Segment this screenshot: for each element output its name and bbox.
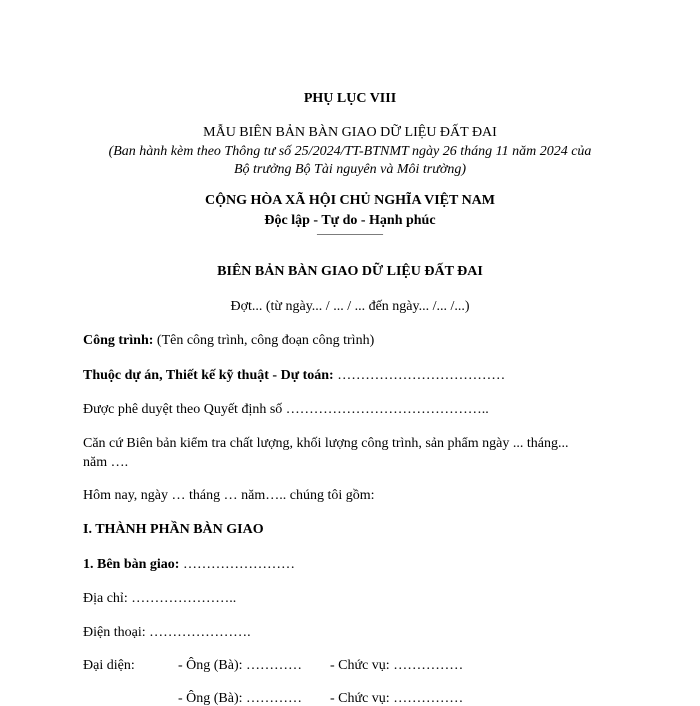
handover-party-line (83, 558, 295, 572)
handover-party-value: …………………… (182, 557, 295, 572)
representative-2-name: - Ông (Bà): ………… (178, 691, 303, 706)
handover-party-label: 1. Bên bàn giao: (83, 557, 180, 572)
belongs-value: ……………………………… (337, 368, 506, 383)
document-title: BIÊN BẢN BÀN GIAO DỮ LIỆU ĐẤT ĐAI (217, 264, 483, 279)
batch-period: Đợt... (từ ngày... / ... / ... đến ngày... /... /...) (230, 299, 470, 314)
issuance-note-line2: Bộ trưởng Bộ Tài nguyên và Môi trường) (233, 162, 467, 177)
project-value: (Tên công trình, công đoạn công trình) (156, 333, 375, 348)
phone-line: Điện thoại: …………………. (83, 625, 251, 640)
belongs-label: Thuộc dự án, Thiết kế kỹ thuật - Dự toán: (83, 368, 334, 383)
basis-line2: năm …. (83, 455, 129, 470)
address-line: Địa chỉ: ………………….. (83, 591, 237, 606)
belongs-line (83, 369, 505, 383)
representative-2-title: - Chức vụ: …………… (330, 691, 464, 706)
today-line: Hôm nay, ngày … tháng … năm….. chúng tôi gồm: (83, 488, 375, 503)
representative-1-name: - Ông (Bà): ………… (178, 658, 303, 673)
motto-divider: —————— (317, 228, 383, 240)
representative-1-title: - Chức vụ: …………… (330, 658, 464, 673)
country-name: CỘNG HÒA XÃ HỘI CHỦ NGHĨA VIỆT NAM (204, 193, 495, 208)
basis-line1: Căn cứ Biên bản kiểm tra chất lượng, khối lượng công trình, sản phẩm ngày ... tháng... (83, 436, 569, 451)
form-title: MẪU BIÊN BẢN BÀN GIAO DỮ LIỆU ĐẤT ĐAI (203, 125, 497, 140)
section-heading-composition: I. THÀNH PHẦN BÀN GIAO (83, 522, 264, 537)
issuance-note-line1: (Ban hành kèm theo Thông tư số 25/2024/TT-BTNMT ngày 26 tháng 11 năm 2024 của (108, 144, 592, 159)
project-line (83, 334, 374, 348)
approved-line: Được phê duyệt theo Quyết định số …………………………………….. (83, 402, 489, 417)
project-label: Công trình: (83, 333, 154, 348)
national-motto: Độc lập - Tự do - Hạnh phúc (264, 213, 436, 228)
appendix-heading: PHỤ LỤC VIII (303, 91, 397, 106)
representative-label: Đại diện: (83, 658, 135, 673)
